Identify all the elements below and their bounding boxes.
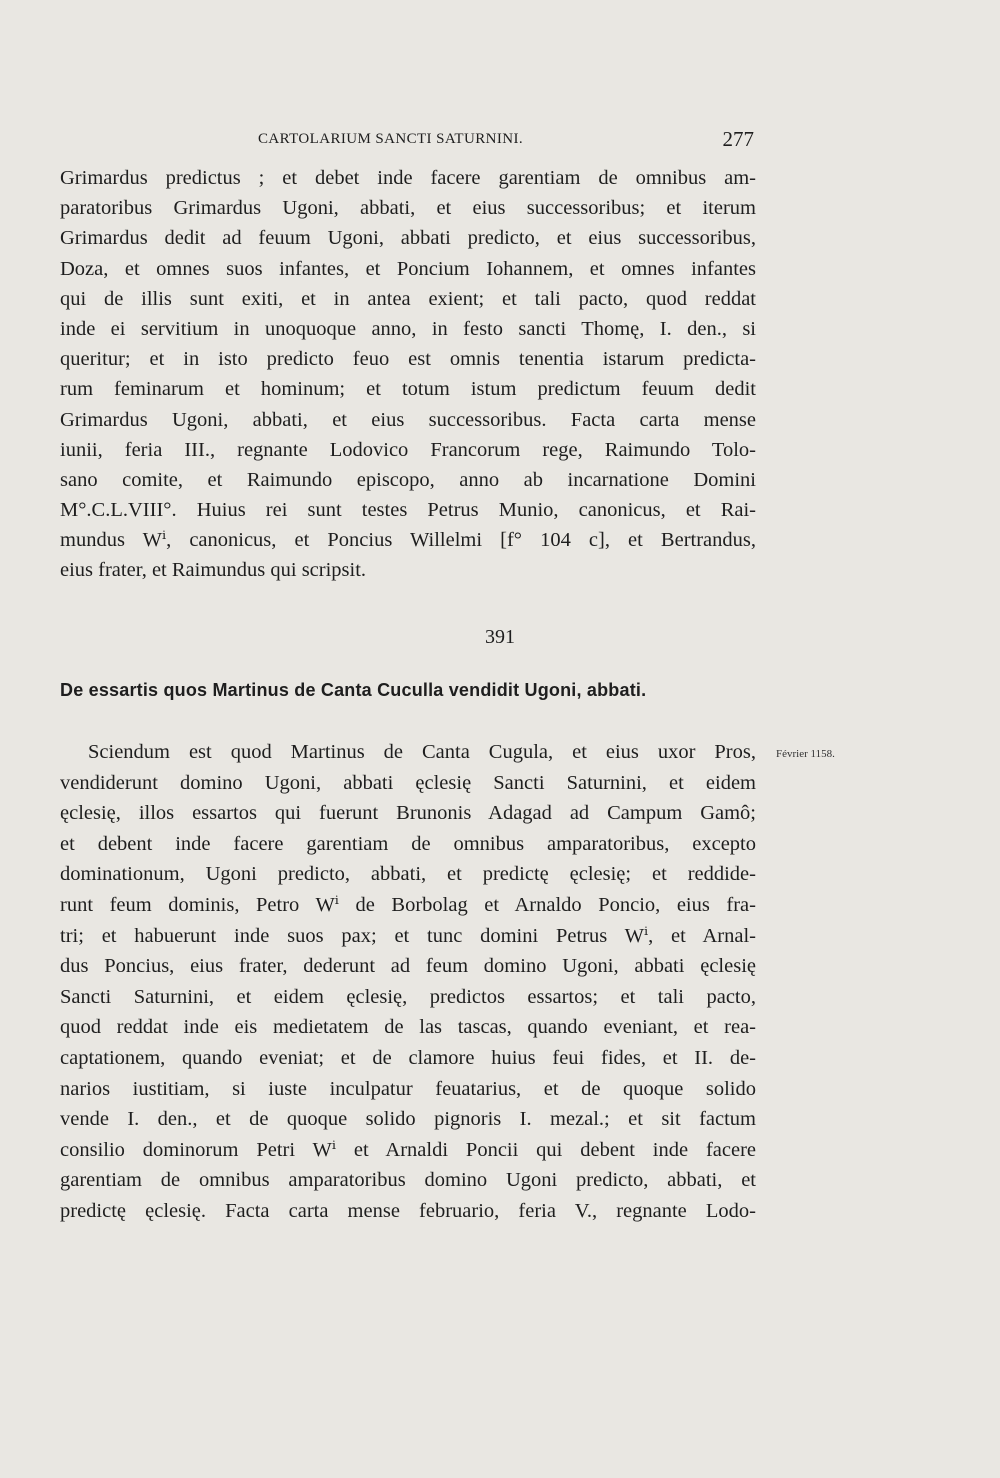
text-line: quod reddat inde eis medietatem de las tascas, quando eveniant, et rea- bbox=[60, 1016, 756, 1039]
text-line: queritur; et in isto predicto feuo est omnis tenentia istarum predicta- bbox=[60, 348, 756, 371]
text-line: Doza, et omnes suos infantes, et Poncium Iohannem, et omnes infantes bbox=[60, 257, 756, 280]
text-line: garentiam de omnibus amparatoribus domino Ugoni predicto, abbati, et bbox=[60, 1169, 756, 1192]
text-line: dus Poncius, eius frater, dederunt ad feum domino Ugoni, abbati ęclesię bbox=[60, 955, 756, 978]
text-line: captationem, quando eveniat; et de clamore huius feui fides, et II. de- bbox=[60, 1046, 756, 1069]
text-line: vende I. den., et de quoque solido pignoris I. mezal.; et sit factum bbox=[60, 1108, 756, 1131]
text-line: rum feminarum et hominum; et totum istum predictum feuum dedit bbox=[60, 378, 756, 401]
text-line: ęclesię, illos essartos qui fuerunt Brunonis Adagad ad Campum Gamô; bbox=[60, 802, 756, 825]
text-line: Sancti Saturnini, et eidem ęclesię, predictos essartos; et tali pacto, bbox=[60, 985, 756, 1008]
text-line: inde ei servitium in unoquoque anno, in festo sancti Thomę, I. den., si bbox=[60, 317, 756, 340]
text-line: consilio dominorum Petri Wⁱ et Arnaldi Poncii qui debent inde facere bbox=[60, 1138, 756, 1161]
text-line: Grimardus dedit ad feuum Ugoni, abbati predicto, et eius successoribus, bbox=[60, 227, 756, 250]
text-line: eius frater, et Raimundus qui scripsit. bbox=[60, 559, 367, 582]
text-line: paratoribus Grimardus Ugoni, abbati, et eius successoribus; et iterum bbox=[60, 197, 756, 220]
text-line: runt feum dominis, Petro Wⁱ de Borbolag et Arnaldo Poncio, eius fra- bbox=[60, 893, 756, 916]
page-number: 277 bbox=[722, 127, 754, 151]
text-line: Grimardus Ugoni, abbati, et eius successoribus. Facta carta mense bbox=[60, 408, 756, 431]
document-number: 391 bbox=[485, 626, 515, 648]
text-line: Sciendum est quod Martinus de Canta Cugula, et eius uxor Pros, bbox=[88, 741, 756, 763]
text-line: iunii, feria III., regnante Lodovico Francorum rege, Raimundo Tolo- bbox=[60, 438, 756, 461]
text-line: mundus Wⁱ, canonicus, et Poncius Willelmi [f° 104 c], et Bertrandus, bbox=[60, 529, 756, 552]
text-line: narios iustitiam, si iuste inculpatur feuatarius, et de quoque solido bbox=[60, 1077, 756, 1100]
text-line: dominationum, Ugoni predicto, abbati, et predictę ęclesię; et reddide- bbox=[60, 863, 756, 886]
text-line: vendiderunt domino Ugoni, abbati ęclesię Sancti Saturnini, et eidem bbox=[60, 771, 756, 794]
text-line: qui de illis sunt exiti, et in antea exient; et tali pacto, quod reddat bbox=[60, 287, 756, 310]
text-line: sano comite, et Raimundo episcopo, anno ab incarnatione Domini bbox=[60, 468, 756, 491]
text-line: predictę ęclesię. Facta carta mense februario, feria V., regnante Lodo- bbox=[60, 1199, 756, 1222]
text-line: et debent inde facere garentiam de omnibus amparatoribus, excepto bbox=[60, 832, 756, 855]
document-title: De essartis quos Martinus de Canta Cuculla vendidit Ugoni, abbati. bbox=[60, 680, 647, 700]
running-title: CARTOLARIUM SANCTI SATURNINI. bbox=[258, 131, 524, 147]
text-line: M°.C.L.VIII°. Huius rei sunt testes Petrus Munio, canonicus, et Rai- bbox=[60, 499, 756, 522]
text-line: Grimardus predictus ; et debet inde facere garentiam de omnibus am- bbox=[60, 167, 756, 189]
text-line: tri; et habuerunt inde suos pax; et tunc domini Petrus Wⁱ, et Arnal- bbox=[60, 924, 756, 947]
paragraph-continued bbox=[60, 163, 756, 586]
charter-text bbox=[60, 737, 756, 1227]
margin-date: Février 1158. bbox=[776, 748, 835, 760]
running-head bbox=[258, 127, 754, 157]
